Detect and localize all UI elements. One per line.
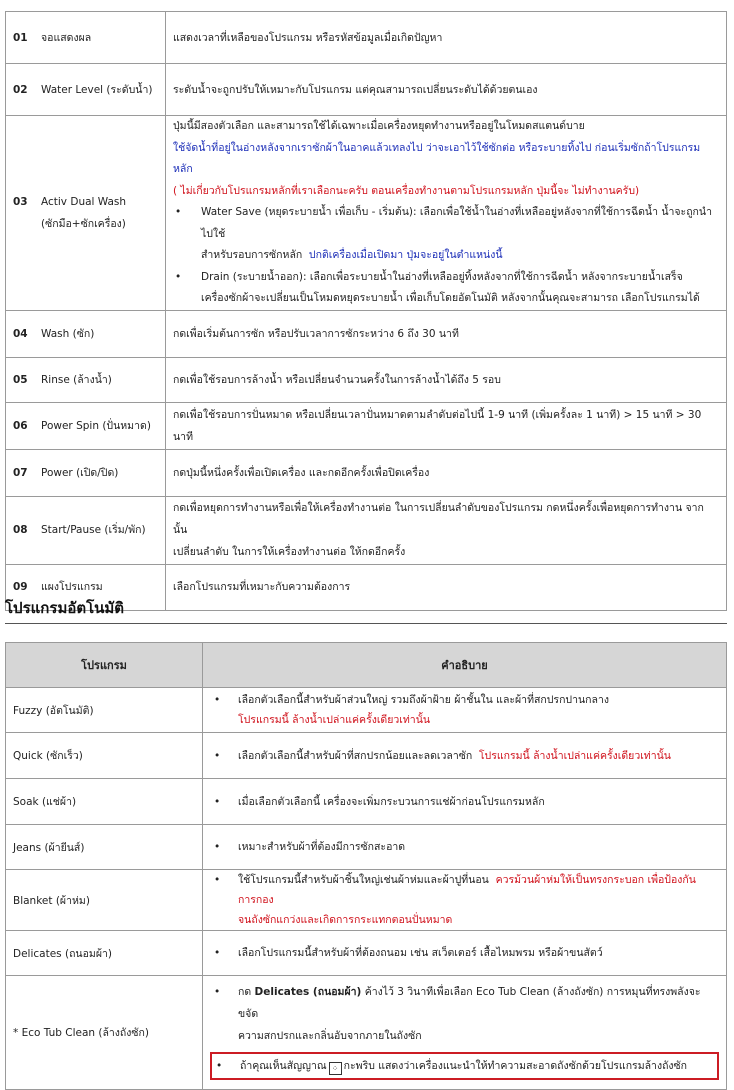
control-name-sub: (ซักมือ+ซักเครื่อง) — [41, 217, 126, 230]
notice-text: ถ้าคุณเห็นสัญญาณ — [240, 1060, 327, 1072]
drain-option: • Drain (ระบายน้ำออก): เลือกเพื่อระบายน้ำในอ่างที่เหลืออยู่ทิ้งหลังจากที่ใช้การฉีดน้ำ หลังจากระบายน้ำเสร็จ — [173, 267, 718, 289]
drain-option-cont: เครื่องซักผ้าจะเปลี่ยนเป็นโหมดหยุดระบายน้ำ เพื่อเก็บโดยอัตโนมัติ หลังจากนั้นคุณจะสามารถ เลือกโปรแกรมได้ — [201, 292, 700, 304]
program-red-note: โปรแกรมนี้ ล้างน้ำเปล่าแค่ครั้งเดียวเท่านั้น — [478, 749, 671, 762]
control-number: 02 — [13, 83, 28, 96]
table-row — [6, 116, 727, 311]
dual-wash-red-note: ( ไม่เกี่ยวกับโปรแกรมหลักที่เราเลือกนะครับ ตอนเครื่องทำงานตามโปรแกรมหลัก ปุ่มนี้จะ ไม่ทำงานครับ) — [173, 184, 640, 197]
water-save-note: ปกติเครื่องเมื่อเปิดมา ปุ่มจะอยู่ในตำแหน่งนี้ — [308, 249, 503, 261]
table-row — [6, 976, 727, 1090]
table-row — [6, 449, 727, 496]
program-name: * Eco Tub Clean (ล้างถังซัก) — [6, 976, 203, 1090]
program-description — [203, 733, 727, 779]
control-label — [6, 12, 166, 64]
table-row — [6, 310, 727, 357]
control-label — [6, 64, 166, 116]
program-desc-text: กด — [238, 986, 252, 998]
control-label — [6, 116, 166, 311]
table-row — [6, 779, 727, 825]
control-number: 08 — [13, 524, 28, 536]
tub-clean-signal-icon: ⁘ — [329, 1062, 342, 1075]
program-description — [203, 931, 727, 976]
table-row — [6, 64, 727, 116]
control-description: ระดับน้ำจะถูกปรับให้เหมาะกับโปรแกรม แต่คุณสามารถเปลี่ยนระดับได้ด้วยตนเอง — [166, 64, 727, 116]
control-name: แผงโปรแกรม — [41, 581, 103, 593]
control-label — [6, 310, 166, 357]
dual-wash-blue-note: ใช้จัดน้ำที่อยู่ในอ่างหลังจากเราซักผ้าในอาคแล้วเทลงไป ว่าจะเอาไว้ใช้ซักต่อ หรือระบายทิ้งไป ก่อนเริ่มซักถ้าโปรแกรมหลัก — [173, 141, 701, 175]
column-header-program: โปรแกรม — [6, 643, 203, 688]
table-row — [6, 402, 727, 449]
control-description: กดเพื่อเริ่มต้นการซัก หรือปรับเวลาการซักระหว่าง 6 ถึง 30 นาที — [166, 310, 727, 357]
control-description: แสดงเวลาที่เหลือของโปรแกรม หรือรหัสข้อมูลเมื่อเกิดปัญหา — [166, 12, 727, 64]
control-number: 09 — [13, 581, 28, 593]
program-desc-line — [214, 746, 716, 766]
control-name: Power (เปิด/ปิด) — [41, 466, 119, 479]
program-description — [203, 825, 727, 870]
control-name: Rinse (ล้างน้ำ) — [41, 373, 112, 386]
water-save-option-cont — [173, 245, 718, 267]
control-label — [6, 357, 166, 402]
notice-text: กะพริบ แสดงว่าเครื่องแนะนำให้ทำความสะอาดถังซักด้วยโปรแกรมล้างถังซัก — [343, 1060, 688, 1072]
control-number: 03 — [13, 195, 28, 208]
section-divider — [5, 623, 727, 624]
program-desc-cont: ความสกปรกและกลิ่นอับจากภายในถังซัก — [238, 1030, 422, 1042]
tub-clean-notice-text — [216, 1055, 714, 1077]
control-description: กดเพื่อใช้รอบการล้างน้ำ หรือเปลี่ยนจำนวนครั้งในการล้างน้ำได้ถึง 5 รอบ — [166, 357, 727, 402]
program-red-note: โปรแกรมนี้ ล้างน้ำเปล่าแค่ครั้งเดียวเท่านั้น — [238, 714, 431, 726]
program-description — [203, 779, 727, 825]
control-name: Start/Pause (เริ่ม/พัก) — [41, 524, 146, 536]
table-header-row — [6, 643, 727, 688]
table-row — [6, 496, 727, 564]
table-row — [6, 825, 727, 870]
control-name: Wash (ซัก) — [41, 327, 95, 340]
program-name: Delicates (ถนอมผ้า) — [6, 931, 203, 976]
start-pause-desc-cont: เปลี่ยนลำดับ ในการให้เครื่องทำงานต่อ ให้กดอีกครั้ง — [173, 546, 406, 558]
control-number: 06 — [13, 419, 28, 432]
control-description — [166, 496, 727, 564]
control-name: Water Level (ระดับน้ำ) — [41, 83, 153, 96]
control-label — [6, 402, 166, 449]
table-row — [6, 870, 727, 931]
start-pause-desc: กดเพื่อหยุดการทำงานหรือเพื่อให้เครื่องทำงานต่อ ในการเปลี่ยนลำดับของโปรแกรม กดหนึ่งครั้งเพื่อหยุดการทำงาน จากนั้น — [173, 502, 704, 536]
program-description — [203, 870, 727, 931]
program-desc-line — [214, 981, 716, 1025]
program-desc-text: • เหมาะสำหรับผ้าที่ต้องมีการซักสะอาด — [214, 837, 716, 857]
programs-table — [5, 642, 727, 1090]
control-description: กดเพื่อใช้รอบการปั่นหมาด หรือเปลี่ยนเวลาปั่นหมาดตามลำดับต่อไปนี้ 1-9 นาที (เพิ่มครั้งละ 1 นาที) > 15 นาที > 30 นาที — [166, 402, 727, 449]
program-desc-text: • เลือกตัวเลือกนี้สำหรับผ้าส่วนใหญ่ รวมถึงผ้าฝ้าย ผ้าชั้นใน และผ้าที่สกปรกปานกลาง — [214, 690, 716, 710]
control-description: เลือกโปรแกรมที่เหมาะกับความต้องการ — [166, 564, 727, 610]
control-panel-table — [5, 11, 727, 611]
program-red-note-cont: จนถังซักแกว่งและเกิดการกระแทกตอนปั่นหมาด — [238, 914, 453, 926]
table-row — [6, 931, 727, 976]
water-save-option: • Water Save (หยุดระบายน้ำ เพื่อเก็บ - เริ่มต้น): เลือกเพื่อใช้น้ำในอ่างที่เหลืออยู่หลังจากที่ใช้การฉีดน้ำ น้ำจะถูกนำไปใช้ — [173, 202, 718, 245]
program-desc-text: ใช้โปรแกรมนี้สำหรับผ้าชิ้นใหญ่เช่นผ้าห่มและผ้าปูที่นอน — [238, 874, 489, 886]
program-desc-text: ค้างไว้ 3 วินาทีเพื่อเลือก Eco Tub Clean (ล้างถังซัก) การหมุนที่ทรงพลังจะขจัด — [238, 986, 701, 1020]
program-name: Quick (ซักเร็ว) — [6, 733, 203, 779]
control-number: 01 — [13, 31, 28, 44]
column-header-description: คำอธิบาย — [203, 643, 727, 688]
program-name: Jeans (ผ้ายีนส์) — [6, 825, 203, 870]
program-desc-line — [214, 870, 716, 910]
section-title: โปรแกรมอัตโนมัติ — [5, 599, 125, 617]
control-number: 05 — [13, 373, 28, 386]
control-description — [166, 116, 727, 311]
program-name: Soak (แช่ผ้า) — [6, 779, 203, 825]
control-label — [6, 496, 166, 564]
control-number: 04 — [13, 327, 28, 340]
program-description — [203, 976, 727, 1090]
control-name: จอแสดงผล — [41, 31, 92, 44]
program-name: Fuzzy (อัตโนมัติ) — [6, 688, 203, 733]
program-name: Blanket (ผ้าห่ม) — [6, 870, 203, 931]
dual-wash-intro: ปุ่มนี้มีสองตัวเลือก และสามารถใช้ได้เฉพาะเมื่อเครื่องหยุดทำงานหรืออยู่ในโหมดสแตนด์บาย — [173, 120, 585, 132]
program-desc-bold: Delicates (ถนอมผ้า) — [254, 986, 362, 998]
program-red-note: ควรม้วนผ้าห่มให้เป็นทรงกระบอก เพื่อป้องกันการกอง — [238, 874, 696, 906]
table-row — [6, 733, 727, 779]
program-desc-text: • เลือกโปรแกรมนี้สำหรับผ้าที่ต้องถนอม เช่น สเว็ตเตอร์ เสื้อไหมพรม หรือผ้าขนสัตว์ — [214, 943, 716, 963]
table-row — [6, 12, 727, 64]
table-row — [6, 357, 727, 402]
control-number: 07 — [13, 466, 28, 479]
program-desc-text: • เมื่อเลือกตัวเลือกนี้ เครื่องจะเพิ่มกระบวนการแช่ผ้าก่อนโปรแกรมหลัก — [214, 792, 716, 812]
table-row — [6, 688, 727, 733]
control-name: Activ Dual Wash — [41, 195, 127, 208]
program-description — [203, 688, 727, 733]
control-name: Power Spin (ปั่นหมาด) — [41, 419, 151, 432]
control-label — [6, 449, 166, 496]
program-desc-text: เลือกตัวเลือกนี้สำหรับผ้าที่สกปรกน้อยและลดเวลาซัก — [238, 749, 473, 762]
water-save-text: สำหรับรอบการซักหลัก — [201, 249, 303, 261]
control-description: กดปุ่มนี้หนึ่งครั้งเพื่อเปิดเครื่อง และกดอีกครั้งเพื่อปิดเครื่อง — [166, 449, 727, 496]
tub-clean-notice — [210, 1052, 719, 1080]
